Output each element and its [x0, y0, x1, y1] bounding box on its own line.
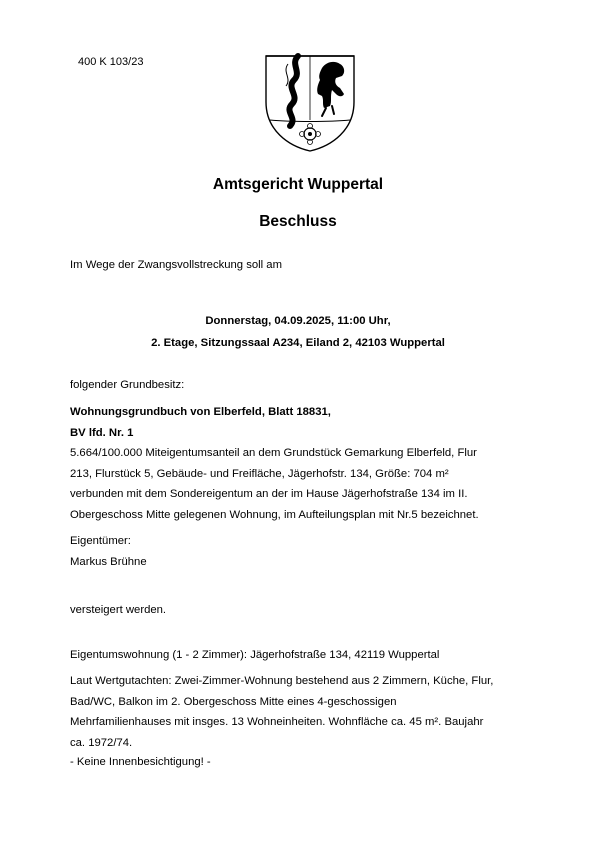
owner-block	[70, 531, 147, 572]
property-label: folgender Grundbesitz:	[70, 379, 185, 391]
description-line: 213, Flurstück 5, Gebäude- und Freifläche, Jägerhofstr. 134, Größe: 704 m²	[70, 467, 449, 480]
auction-location: 2. Etage, Sitzungssaal A234, Eiland 2, 42103 Wuppertal	[151, 337, 445, 349]
apartment-summary: Eigentumswohnung (1 - 2 Zimmer): Jägerhofstraße 134, 42119 Wuppertal	[70, 649, 440, 661]
case-number: 400 K 103/23	[78, 56, 144, 68]
owner-name: Markus Brühne	[70, 555, 147, 568]
appraisal-line: Mehrfamilienhauses mit insges. 13 Wohneinheiten. Wohnfläche ca. 45 m². Baujahr	[70, 716, 484, 728]
description-line: 5.664/100.000 Miteigentumsanteil an dem Grundstück Gemarkung Elberfeld, Flur	[70, 447, 477, 459]
description-line: verbunden mit dem Sondereigentum an der im Hause Jägerhofstraße 134 im II.	[70, 488, 468, 500]
land-register: Wohnungsgrundbuch von Elberfeld, Blatt 18831,	[70, 406, 331, 418]
document-title: Beschluss	[259, 213, 337, 230]
owner-label: Eigentümer:	[70, 535, 131, 547]
court-name: Amtsgericht Wuppertal	[212, 176, 384, 193]
intro-text: Im Wege der Zwangsvollstreckung soll am	[70, 259, 283, 271]
appraisal-line: Laut Wertgutachten: Zwei-Zimmer-Wohnung bestehend aus 2 Zimmern, Küche, Flur,	[70, 675, 494, 687]
description-line: Obergeschoss Mitte gelegenen Wohnung, im Aufteilungsplan mit Nr.5 bezeichnet.	[70, 508, 479, 521]
property-description	[70, 402, 530, 525]
appraisal-line: Bad/WC, Balkon im 2. Obergeschoss Mitte eines 4-geschossigen	[70, 695, 397, 708]
inspection-note: - Keine Innenbesichtigung! -	[70, 756, 211, 768]
auction-date: Donnerstag, 04.09.2025, 11:00 Uhr,	[205, 315, 391, 327]
nrw-coat-of-arms-icon	[260, 50, 360, 154]
auction-date-block	[70, 310, 526, 354]
appraisal-block	[70, 671, 532, 753]
auction-statement: versteigert werden.	[70, 604, 167, 616]
bv-number: BV lfd. Nr. 1	[70, 426, 134, 439]
appraisal-line: ca. 1972/74.	[70, 736, 133, 749]
